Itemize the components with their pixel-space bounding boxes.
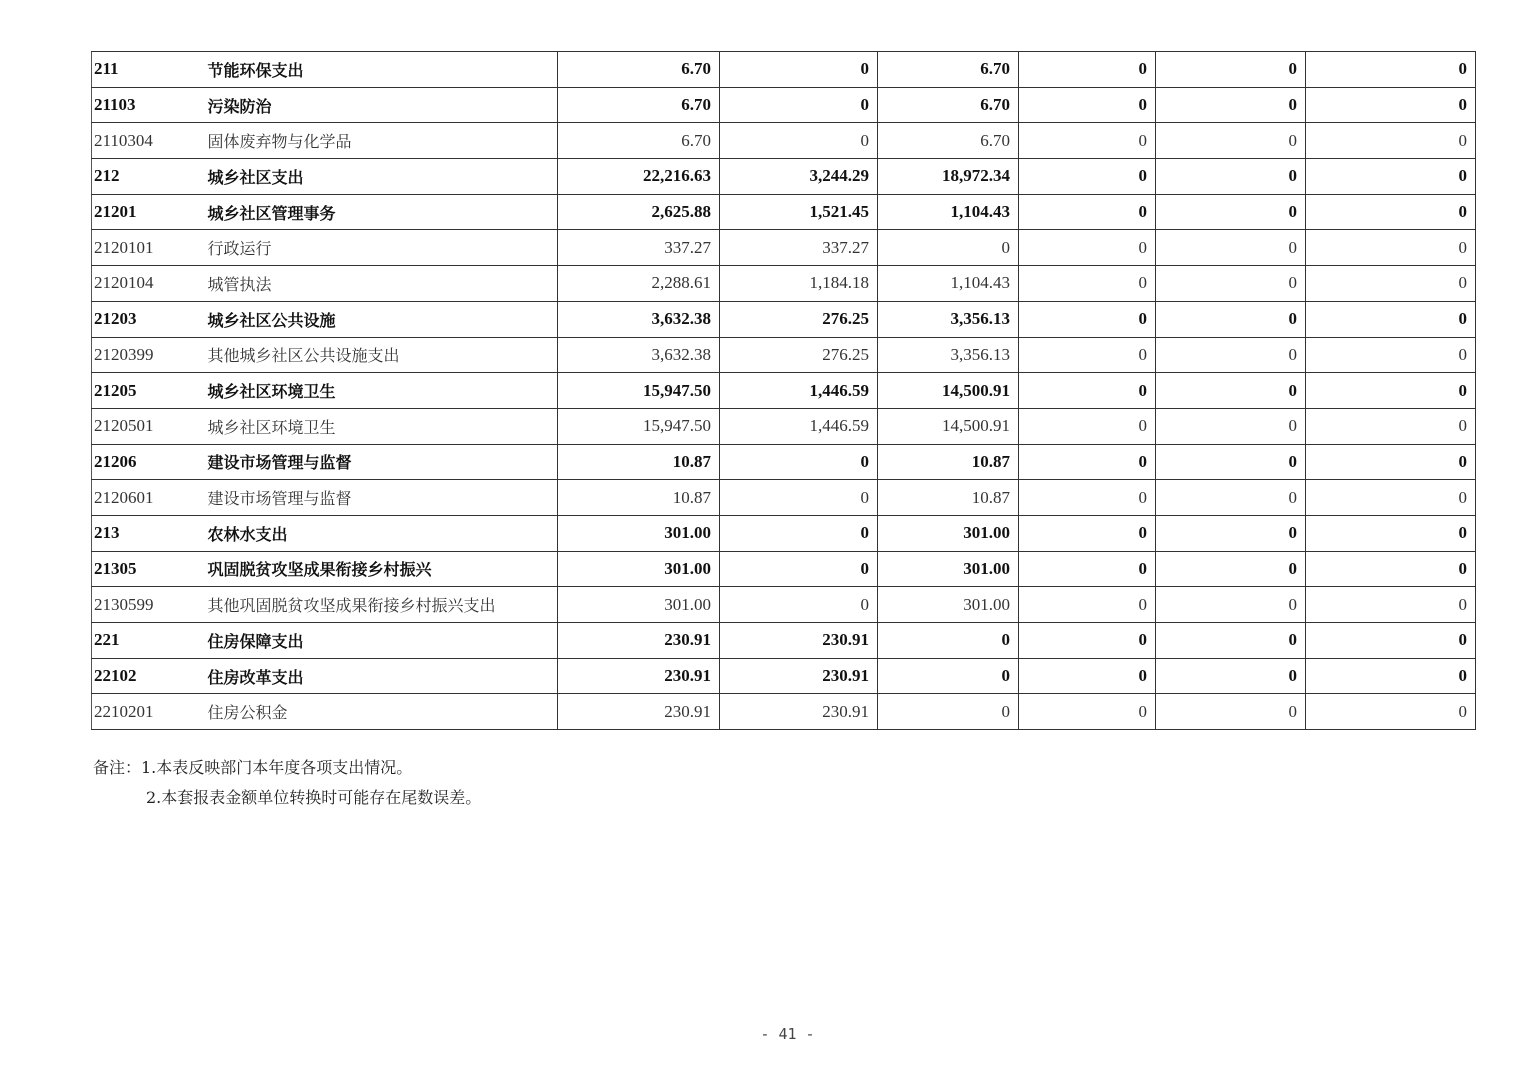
account-code-cell: 213 bbox=[92, 515, 205, 551]
project-expenditure-cell: 6.70 bbox=[878, 87, 1019, 123]
account-name-cell: 城乡社区支出 bbox=[205, 159, 558, 195]
account-code-cell: 211 bbox=[92, 52, 205, 88]
total-amount-cell: 3,632.38 bbox=[558, 301, 720, 337]
value-col-4-cell: 0 bbox=[1019, 658, 1156, 694]
account-name-cell: 住房保障支出 bbox=[205, 623, 558, 659]
value-col-4-cell: 0 bbox=[1019, 408, 1156, 444]
account-name-cell: 住房公积金 bbox=[205, 694, 558, 730]
basic-expenditure-cell: 0 bbox=[720, 123, 878, 159]
value-col-5-cell: 0 bbox=[1156, 658, 1306, 694]
value-col-6-cell: 0 bbox=[1306, 159, 1476, 195]
table-row bbox=[92, 159, 1476, 195]
value-col-6-cell: 0 bbox=[1306, 230, 1476, 266]
table-row bbox=[92, 480, 1476, 516]
project-expenditure-cell: 1,104.43 bbox=[878, 194, 1019, 230]
account-code-cell: 2130599 bbox=[92, 587, 205, 623]
account-code-cell: 2210201 bbox=[92, 694, 205, 730]
value-col-6-cell: 0 bbox=[1306, 337, 1476, 373]
value-col-4-cell: 0 bbox=[1019, 194, 1156, 230]
account-code-cell: 221 bbox=[92, 623, 205, 659]
total-amount-cell: 10.87 bbox=[558, 480, 720, 516]
value-col-5-cell: 0 bbox=[1156, 694, 1306, 730]
basic-expenditure-cell: 0 bbox=[720, 515, 878, 551]
table-row bbox=[92, 444, 1476, 480]
project-expenditure-cell: 301.00 bbox=[878, 515, 1019, 551]
value-col-4-cell: 0 bbox=[1019, 159, 1156, 195]
account-name-cell: 节能环保支出 bbox=[205, 52, 558, 88]
value-col-4-cell: 0 bbox=[1019, 266, 1156, 302]
account-code-cell: 2120104 bbox=[92, 266, 205, 302]
table-row bbox=[92, 52, 1476, 88]
account-code-cell: 21206 bbox=[92, 444, 205, 480]
account-code-cell: 2120501 bbox=[92, 408, 205, 444]
total-amount-cell: 2,288.61 bbox=[558, 266, 720, 302]
project-expenditure-cell: 10.87 bbox=[878, 444, 1019, 480]
account-code-cell: 21305 bbox=[92, 551, 205, 587]
table-row bbox=[92, 694, 1476, 730]
value-col-6-cell: 0 bbox=[1306, 515, 1476, 551]
value-col-5-cell: 0 bbox=[1156, 623, 1306, 659]
basic-expenditure-cell: 0 bbox=[720, 87, 878, 123]
project-expenditure-cell: 0 bbox=[878, 694, 1019, 730]
value-col-6-cell: 0 bbox=[1306, 194, 1476, 230]
value-col-6-cell: 0 bbox=[1306, 123, 1476, 159]
account-name-cell: 城乡社区环境卫生 bbox=[205, 373, 558, 409]
footnote-1: 备注：1.本表反映部门本年度各项支出情况。 bbox=[93, 758, 413, 777]
value-col-4-cell: 0 bbox=[1019, 301, 1156, 337]
value-col-6-cell: 0 bbox=[1306, 551, 1476, 587]
basic-expenditure-cell: 230.91 bbox=[720, 694, 878, 730]
table-row bbox=[92, 623, 1476, 659]
value-col-5-cell: 0 bbox=[1156, 444, 1306, 480]
account-code-cell: 212 bbox=[92, 159, 205, 195]
project-expenditure-cell: 301.00 bbox=[878, 587, 1019, 623]
project-expenditure-cell: 301.00 bbox=[878, 551, 1019, 587]
total-amount-cell: 230.91 bbox=[558, 623, 720, 659]
table-row bbox=[92, 230, 1476, 266]
project-expenditure-cell: 0 bbox=[878, 230, 1019, 266]
value-col-4-cell: 0 bbox=[1019, 515, 1156, 551]
total-amount-cell: 15,947.50 bbox=[558, 373, 720, 409]
basic-expenditure-cell: 1,446.59 bbox=[720, 373, 878, 409]
account-code-cell: 2120101 bbox=[92, 230, 205, 266]
value-col-6-cell: 0 bbox=[1306, 301, 1476, 337]
value-col-4-cell: 0 bbox=[1019, 123, 1156, 159]
project-expenditure-cell: 6.70 bbox=[878, 52, 1019, 88]
total-amount-cell: 230.91 bbox=[558, 694, 720, 730]
account-name-cell: 行政运行 bbox=[205, 230, 558, 266]
value-col-5-cell: 0 bbox=[1156, 301, 1306, 337]
value-col-5-cell: 0 bbox=[1156, 266, 1306, 302]
basic-expenditure-cell: 0 bbox=[720, 444, 878, 480]
basic-expenditure-cell: 1,184.18 bbox=[720, 266, 878, 302]
account-name-cell: 其他巩固脱贫攻坚成果衔接乡村振兴支出 bbox=[205, 587, 558, 623]
expenditure-table bbox=[91, 51, 1476, 730]
value-col-6-cell: 0 bbox=[1306, 623, 1476, 659]
project-expenditure-cell: 6.70 bbox=[878, 123, 1019, 159]
account-name-cell: 固体废弃物与化学品 bbox=[205, 123, 558, 159]
value-col-5-cell: 0 bbox=[1156, 123, 1306, 159]
table-row bbox=[92, 515, 1476, 551]
basic-expenditure-cell: 337.27 bbox=[720, 230, 878, 266]
value-col-6-cell: 0 bbox=[1306, 87, 1476, 123]
project-expenditure-cell: 14,500.91 bbox=[878, 408, 1019, 444]
project-expenditure-cell: 1,104.43 bbox=[878, 266, 1019, 302]
value-col-4-cell: 0 bbox=[1019, 373, 1156, 409]
total-amount-cell: 230.91 bbox=[558, 658, 720, 694]
account-code-cell: 22102 bbox=[92, 658, 205, 694]
project-expenditure-cell: 0 bbox=[878, 623, 1019, 659]
basic-expenditure-cell: 0 bbox=[720, 480, 878, 516]
table-row bbox=[92, 123, 1476, 159]
value-col-5-cell: 0 bbox=[1156, 159, 1306, 195]
value-col-6-cell: 0 bbox=[1306, 266, 1476, 302]
total-amount-cell: 2,625.88 bbox=[558, 194, 720, 230]
value-col-4-cell: 0 bbox=[1019, 337, 1156, 373]
account-name-cell: 建设市场管理与监督 bbox=[205, 480, 558, 516]
account-code-cell: 21203 bbox=[92, 301, 205, 337]
value-col-5-cell: 0 bbox=[1156, 515, 1306, 551]
basic-expenditure-cell: 0 bbox=[720, 587, 878, 623]
value-col-4-cell: 0 bbox=[1019, 480, 1156, 516]
table-row bbox=[92, 337, 1476, 373]
table-body bbox=[92, 52, 1476, 730]
value-col-4-cell: 0 bbox=[1019, 694, 1156, 730]
basic-expenditure-cell: 276.25 bbox=[720, 301, 878, 337]
account-code-cell: 21103 bbox=[92, 87, 205, 123]
value-col-5-cell: 0 bbox=[1156, 87, 1306, 123]
project-expenditure-cell: 10.87 bbox=[878, 480, 1019, 516]
account-code-cell: 2120399 bbox=[92, 337, 205, 373]
value-col-4-cell: 0 bbox=[1019, 52, 1156, 88]
basic-expenditure-cell: 0 bbox=[720, 551, 878, 587]
account-name-cell: 城管执法 bbox=[205, 266, 558, 302]
table-row bbox=[92, 551, 1476, 587]
account-name-cell: 污染防治 bbox=[205, 87, 558, 123]
project-expenditure-cell: 0 bbox=[878, 658, 1019, 694]
table-row bbox=[92, 194, 1476, 230]
total-amount-cell: 15,947.50 bbox=[558, 408, 720, 444]
basic-expenditure-cell: 1,521.45 bbox=[720, 194, 878, 230]
total-amount-cell: 337.27 bbox=[558, 230, 720, 266]
table-row bbox=[92, 658, 1476, 694]
page-number: - 41 - bbox=[760, 1025, 815, 1043]
value-col-4-cell: 0 bbox=[1019, 623, 1156, 659]
project-expenditure-cell: 3,356.13 bbox=[878, 337, 1019, 373]
account-name-cell: 住房改革支出 bbox=[205, 658, 558, 694]
footnote-2: 2.本套报表金额单位转换时可能存在尾数误差。 bbox=[146, 788, 482, 807]
value-col-5-cell: 0 bbox=[1156, 480, 1306, 516]
value-col-4-cell: 0 bbox=[1019, 587, 1156, 623]
total-amount-cell: 10.87 bbox=[558, 444, 720, 480]
value-col-5-cell: 0 bbox=[1156, 337, 1306, 373]
account-name-cell: 城乡社区公共设施 bbox=[205, 301, 558, 337]
total-amount-cell: 6.70 bbox=[558, 52, 720, 88]
value-col-4-cell: 0 bbox=[1019, 551, 1156, 587]
basic-expenditure-cell: 230.91 bbox=[720, 623, 878, 659]
value-col-6-cell: 0 bbox=[1306, 373, 1476, 409]
total-amount-cell: 301.00 bbox=[558, 515, 720, 551]
value-col-6-cell: 0 bbox=[1306, 480, 1476, 516]
account-code-cell: 21201 bbox=[92, 194, 205, 230]
basic-expenditure-cell: 0 bbox=[720, 52, 878, 88]
account-name-cell: 其他城乡社区公共设施支出 bbox=[205, 337, 558, 373]
value-col-6-cell: 0 bbox=[1306, 658, 1476, 694]
total-amount-cell: 301.00 bbox=[558, 551, 720, 587]
value-col-6-cell: 0 bbox=[1306, 52, 1476, 88]
value-col-6-cell: 0 bbox=[1306, 408, 1476, 444]
account-name-cell: 巩固脱贫攻坚成果衔接乡村振兴 bbox=[205, 551, 558, 587]
account-code-cell: 21205 bbox=[92, 373, 205, 409]
value-col-6-cell: 0 bbox=[1306, 694, 1476, 730]
value-col-4-cell: 0 bbox=[1019, 230, 1156, 266]
basic-expenditure-cell: 230.91 bbox=[720, 658, 878, 694]
total-amount-cell: 6.70 bbox=[558, 123, 720, 159]
basic-expenditure-cell: 1,446.59 bbox=[720, 408, 878, 444]
table-row bbox=[92, 87, 1476, 123]
table-row bbox=[92, 301, 1476, 337]
account-name-cell: 城乡社区管理事务 bbox=[205, 194, 558, 230]
value-col-5-cell: 0 bbox=[1156, 587, 1306, 623]
basic-expenditure-cell: 276.25 bbox=[720, 337, 878, 373]
value-col-4-cell: 0 bbox=[1019, 444, 1156, 480]
table-row bbox=[92, 266, 1476, 302]
value-col-5-cell: 0 bbox=[1156, 52, 1306, 88]
account-name-cell: 农林水支出 bbox=[205, 515, 558, 551]
table-row bbox=[92, 373, 1476, 409]
basic-expenditure-cell: 3,244.29 bbox=[720, 159, 878, 195]
project-expenditure-cell: 3,356.13 bbox=[878, 301, 1019, 337]
account-code-cell: 2120601 bbox=[92, 480, 205, 516]
table-row bbox=[92, 587, 1476, 623]
value-col-5-cell: 0 bbox=[1156, 373, 1306, 409]
total-amount-cell: 3,632.38 bbox=[558, 337, 720, 373]
total-amount-cell: 6.70 bbox=[558, 87, 720, 123]
account-name-cell: 城乡社区环境卫生 bbox=[205, 408, 558, 444]
value-col-5-cell: 0 bbox=[1156, 551, 1306, 587]
value-col-4-cell: 0 bbox=[1019, 87, 1156, 123]
account-name-cell: 建设市场管理与监督 bbox=[205, 444, 558, 480]
value-col-6-cell: 0 bbox=[1306, 444, 1476, 480]
value-col-5-cell: 0 bbox=[1156, 408, 1306, 444]
project-expenditure-cell: 14,500.91 bbox=[878, 373, 1019, 409]
total-amount-cell: 22,216.63 bbox=[558, 159, 720, 195]
value-col-6-cell: 0 bbox=[1306, 587, 1476, 623]
table-row bbox=[92, 408, 1476, 444]
value-col-5-cell: 0 bbox=[1156, 230, 1306, 266]
total-amount-cell: 301.00 bbox=[558, 587, 720, 623]
value-col-5-cell: 0 bbox=[1156, 194, 1306, 230]
account-code-cell: 2110304 bbox=[92, 123, 205, 159]
project-expenditure-cell: 18,972.34 bbox=[878, 159, 1019, 195]
